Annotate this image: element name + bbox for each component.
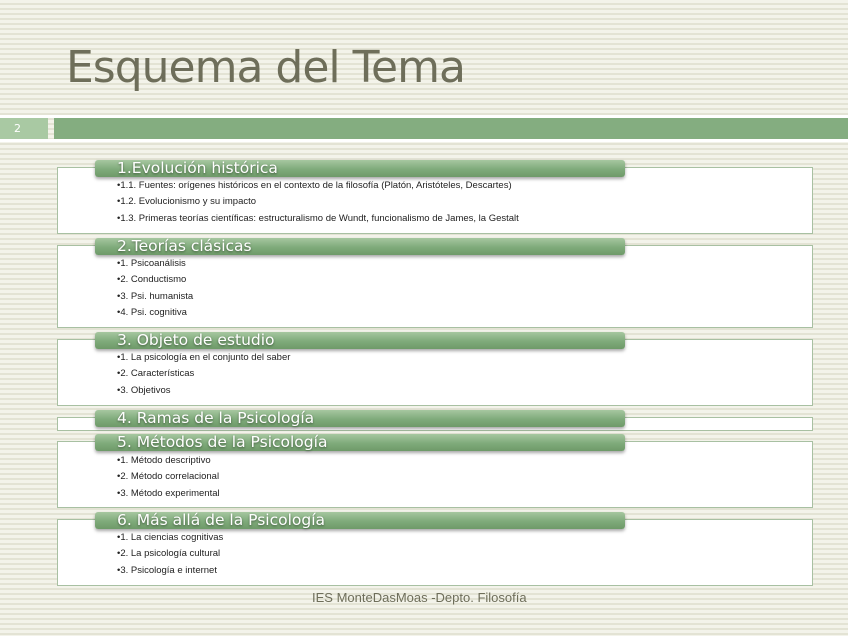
slide-number: 2 xyxy=(0,118,48,139)
section-1-heading: 1.Evolución histórica xyxy=(95,160,625,177)
list-item: •2. La psicología cultural xyxy=(117,548,221,560)
footer-text: IES MonteDasMoas -Depto. Filosofía xyxy=(312,590,527,605)
section-1-list xyxy=(117,178,519,227)
section-4-heading: 4. Ramas de la Psicología xyxy=(95,410,625,427)
section-3-list xyxy=(117,350,290,399)
section-2-heading: 2.Teorías clásicas xyxy=(95,238,625,255)
section-6-heading: 6. Más allá de la Psicología xyxy=(95,512,625,529)
list-item: •1. La psicología en el conjunto del saber xyxy=(117,352,291,363)
list-item: •3. Psicología e internet xyxy=(117,564,217,576)
section-5-heading: 5. Métodos de la Psicología xyxy=(95,434,625,451)
list-item: •1.3. Primeras teorías científicas: estructuralismo de Wundt, funcionalismo de James, la Gestalt xyxy=(117,212,519,224)
slide-title: Esquema del Tema xyxy=(66,42,465,93)
list-item: •1. La ciencias cognitivas xyxy=(117,532,224,543)
list-item: •1.1. Fuentes: orígenes históricos en el contexto de la filosofía (Platón, Aristóteles, Descartes) xyxy=(117,180,512,191)
list-item: •3. Método experimental xyxy=(117,487,220,499)
section-2-list xyxy=(117,256,193,321)
accent-bar xyxy=(54,118,848,139)
list-item: •3. Psi. humanista xyxy=(117,290,194,302)
list-item: •2. Conductismo xyxy=(117,274,187,286)
list-item: •1. Método descriptivo xyxy=(117,455,211,466)
list-item: •1.2. Evolucionismo y su impacto xyxy=(117,196,257,208)
list-item: •3. Objetivos xyxy=(117,384,171,396)
list-item: •2. Características xyxy=(117,368,195,380)
bottom-divider xyxy=(0,139,848,142)
section-5-list xyxy=(117,453,220,502)
section-6-list xyxy=(117,530,223,579)
list-item: •4. Psi. cognitiva xyxy=(117,306,187,318)
section-3-heading: 3. Objeto de estudio xyxy=(95,332,625,349)
list-item: •1. Psicoanálisis xyxy=(117,258,186,269)
list-item: •2. Método correlacional xyxy=(117,471,220,483)
